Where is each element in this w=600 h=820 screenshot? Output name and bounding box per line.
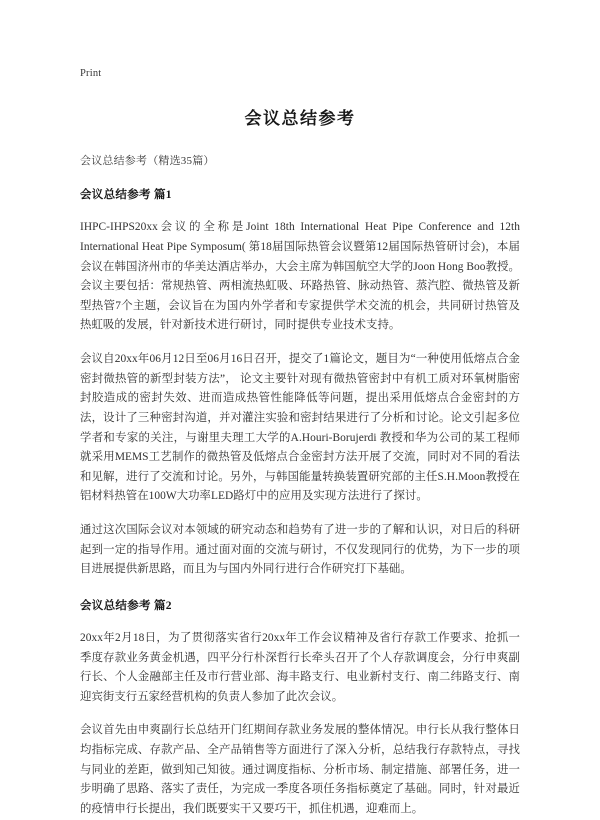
section-heading-2: 会议总结参考 篇2 [80, 599, 172, 612]
document-subtitle: 会议总结参考（精选35篇） [80, 154, 215, 167]
document-body [80, 187, 520, 819]
print-label[interactable]: Print [80, 68, 102, 79]
paragraph: 通过这次国际会议对本领域的研究动态和趋势有了进一步的了解和认识，对日后的科研起到一定的指导作用。通过面对面的交流与研讨，不仅发现同行的优势，为下一步的项目进展提供新思路，而且为与国内外同行进行合作研究打下基础。 [80, 523, 520, 576]
paragraph: 会议首先由申爽副行长总结开门红期间存款业务发展的整体情况。申行长从我行整体日均指标完成、存款产品、全产品销售等方面进行了深入分析，总结我行存款特点，寻找与同业的差距，做到知己知彼。通过调度指标、分析市场、制定措施、部署任务，进一步明确了思路、落实了责任，为完成一季度各项任务指标奠定了基础。同时，针对最近的疫情申行长提出，我们既要实干又要巧干，抓住机遇，迎难而上。 [80, 724, 520, 815]
section-heading-1: 会议总结参考 篇1 [80, 189, 172, 202]
page-title: 会议总结参考 [244, 108, 356, 128]
paragraph: 20xx年2月18日，为了贯彻落实省行20xx年工作会议精神及省行存款工作要求、抢抓一季度存款业务黄金机遇，四平分行朴深哲行长牵头召开了个人存款调度会，分行申爽副行长、个人金融部主任及市行营业部、海丰路支行、电业新村支行、南二纬路支行、南迎宾街支行五家经营机构的负责人参加了此次会议。 [80, 632, 520, 703]
paragraph: IHPC-IHPS20xx会议的全称是Joint 18th International Heat Pipe Conference and 12th International Heat Pipe Symposum( 第18届国际热管会议暨第12届国际热管研讨会)，本届会议在韩国济州市的华美达酒店举办，大会主席为韩国航空大学的Joon Hong Boo教授。会议主要包括：常规热管、两相流热虹吸、环路热管、脉动热管、蒸汽腔、微热管及新型热管7个主题，会议旨在为国内外学者和专家提供学术交流的机会，共同研讨热管及热虹吸的发展，针对新技术进行研讨，同时提供专业技术支持。 [80, 221, 520, 332]
paragraph: 会议自20xx年06月12日至06月16日召开，提交了1篇论文，题目为“一种使用低熔点合金密封微热管的新型封装方法”， 论文主要针对现有微热管密封中有机工质对环氧树脂密封胶造成的密封失效、进而造成热管性能降低等问题，提出采用低熔点合金密封的方法，设计了三种密封沟道，并对灌注实验和密封结果进行了分析和讨论。论文引起多位学者和专家的关注，与谢里夫理工大学的A.Houri-Borujerdi 教授和华为公司的某工程师就采用MEMS工艺制作的微热管及低熔点合金密封方法开展了交流，同时对不同的看法和见解，进行了交流和讨论。另外，与韩国能量转换装置研究部的主任S.H.Moon教授在铝材料热管在100W大功率LED路灯中的应用及实现方法进行了探讨。 [80, 353, 520, 503]
